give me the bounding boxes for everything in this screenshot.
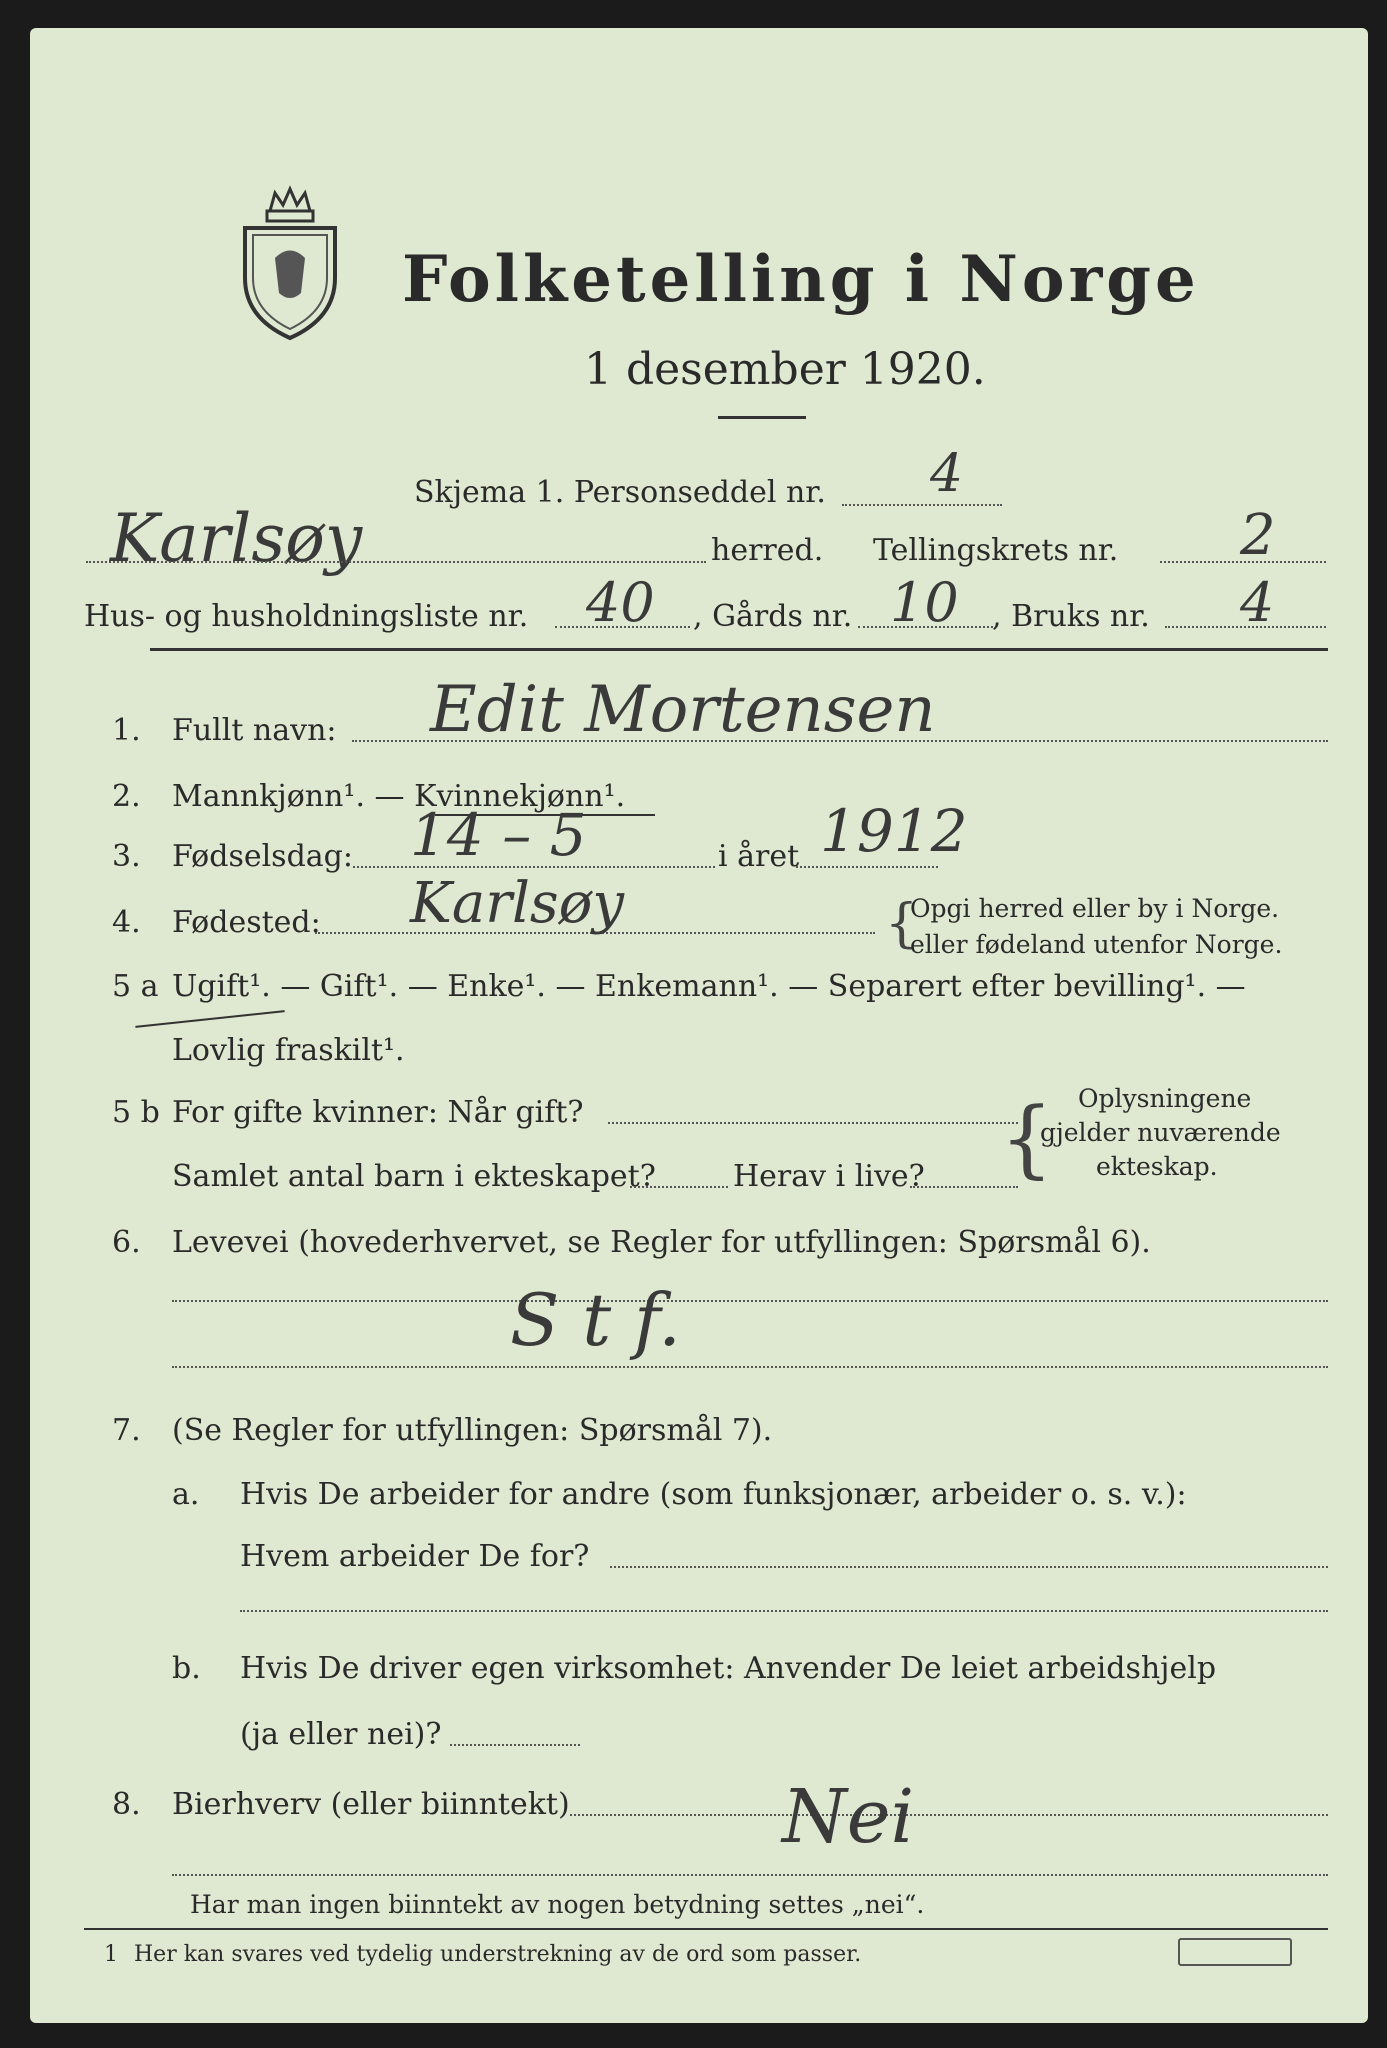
q3-year-line xyxy=(796,866,938,868)
q7a-number: a. xyxy=(172,1477,200,1512)
tellingskrets-value[interactable]: 2 xyxy=(1240,503,1276,568)
herred-label: herred. xyxy=(711,533,824,568)
q8-line-2 xyxy=(172,1874,1328,1876)
q8-number: 8. xyxy=(112,1787,141,1822)
tellingskrets-label: Tellingskrets nr. xyxy=(873,533,1119,568)
q4-label: Fødested: xyxy=(172,905,321,940)
q2-label: Mannkjønn¹. — Kvinnekjønn¹. xyxy=(172,779,626,814)
q7a-line-2 xyxy=(240,1610,1328,1612)
q4-note-1: Opgi herred eller by i Norge. xyxy=(910,894,1280,923)
q5b-note-1: Oplysningene xyxy=(1078,1084,1252,1113)
q8-note: Har man ingen biinntekt av nogen betydning settes „nei“. xyxy=(190,1890,925,1919)
form-date: 1 desember 1920. xyxy=(584,344,986,395)
q4-note-2: eller fødeland utenfor Norge. xyxy=(910,930,1283,959)
herred-line xyxy=(86,561,706,563)
gards-label: , Gårds nr. xyxy=(693,599,853,634)
q6-line-1 xyxy=(172,1300,1328,1302)
q7a-label: Hvis De arbeider for andre (som funksjonær, arbeider o. s. v.): xyxy=(240,1477,1187,1512)
census-form xyxy=(30,28,1368,2023)
herred-value[interactable]: Karlsøy xyxy=(110,500,363,577)
gards-value[interactable]: 10 xyxy=(890,571,959,634)
q5b-note-2: gjelder nuværende xyxy=(1040,1118,1281,1147)
q8-label: Bierhverv (eller biinntekt) xyxy=(172,1787,570,1822)
q5b-line-2 xyxy=(630,1186,728,1188)
coat-of-arms-icon xyxy=(235,183,345,343)
q1-label: Fullt navn: xyxy=(172,713,337,748)
q3-year-label: i året xyxy=(718,839,800,874)
skjema-label: Skjema 1. Personseddel nr. xyxy=(414,475,826,510)
q6-number: 6. xyxy=(112,1225,141,1260)
q5b-number: 5 b xyxy=(112,1095,160,1130)
skjema-line xyxy=(842,504,1002,506)
q4-value[interactable]: Karlsøy xyxy=(410,871,624,936)
q7a-line-1 xyxy=(610,1566,1328,1568)
q5b-label: For gifte kvinner: Når gift? xyxy=(172,1095,584,1130)
q6-value[interactable]: S t f. xyxy=(510,1278,681,1362)
q7b-label: Hvis De driver egen virksomhet: Anvender De leiet arbeidshjelp xyxy=(240,1651,1217,1686)
q1-number: 1. xyxy=(112,713,141,748)
bruks-value[interactable]: 4 xyxy=(1240,571,1275,634)
q5b-label-2: Samlet antal barn i ekteskapet? xyxy=(172,1159,656,1194)
q7b-line xyxy=(450,1744,580,1746)
q7b-number: b. xyxy=(172,1651,201,1686)
q3-label: Fødselsdag: xyxy=(172,839,353,874)
q5b-note-brace: { xyxy=(1000,1089,1054,1187)
q5b-line-1 xyxy=(608,1122,1018,1124)
q1-value[interactable]: Edit Mortensen xyxy=(430,673,936,747)
footnote-mark: 1 xyxy=(104,1942,118,1967)
header-divider xyxy=(150,648,1328,651)
q2-number: 2. xyxy=(112,779,141,814)
bruks-label: , Bruks nr. xyxy=(992,599,1150,634)
q6-label: Levevei (hovederhvervet, se Regler for utfyllingen: Spørsmål 6). xyxy=(172,1225,1151,1260)
q7a-label-2: Hvem arbeider De for? xyxy=(240,1539,590,1574)
printer-stamp xyxy=(1178,1938,1292,1966)
hus-label: Hus- og husholdningsliste nr. xyxy=(84,599,529,634)
q5a-number: 5 a xyxy=(112,969,159,1004)
q5a-underline xyxy=(135,1010,284,1028)
q3-value[interactable]: 14 – 5 xyxy=(410,801,587,869)
q7-number: 7. xyxy=(112,1413,141,1448)
form-title: Folketelling i Norge xyxy=(402,242,1200,317)
q8-line-1 xyxy=(570,1814,1328,1816)
q7b-label-2: (ja eller nei)? xyxy=(240,1717,442,1752)
q3-number: 3. xyxy=(112,839,141,874)
footnote-text: Her kan svares ved tydelig understrekning av de ord som passer. xyxy=(134,1942,862,1967)
q5b-label-3: Herav i live? xyxy=(733,1159,925,1194)
title-divider xyxy=(718,416,806,419)
q6-line-2 xyxy=(172,1366,1328,1368)
hus-value[interactable]: 40 xyxy=(586,571,655,634)
q8-value[interactable]: Nei xyxy=(782,1774,915,1860)
q7-label: (Se Regler for utfyllingen: Spørsmål 7). xyxy=(172,1413,773,1448)
footnote-divider xyxy=(84,1928,1328,1930)
q5a-label-2: Lovlig fraskilt¹. xyxy=(172,1033,405,1068)
q3-year-value[interactable]: 1912 xyxy=(820,797,968,865)
q4-note-brace: { xyxy=(885,894,919,954)
q4-number: 4. xyxy=(112,905,141,940)
skjema-value[interactable]: 4 xyxy=(930,444,964,504)
q5a-label: Ugift¹. — Gift¹. — Enke¹. — Enkemann¹. — Separert efter bevilling¹. — xyxy=(172,969,1246,1004)
q5b-note-3: ekteskap. xyxy=(1096,1152,1218,1181)
